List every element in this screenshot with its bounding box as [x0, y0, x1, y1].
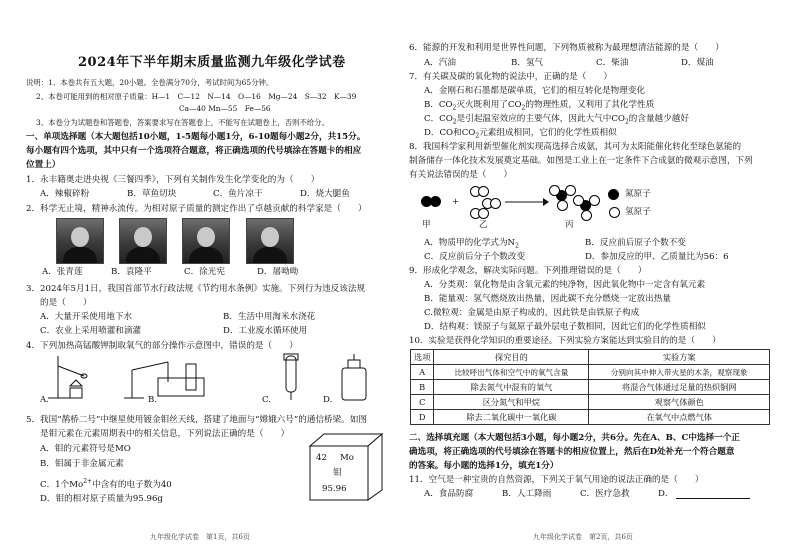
q7-option-a: A．金刚石和石墨都是碳单质，它们的相互转化是物理变化	[424, 86, 646, 96]
note-3: 3、本卷分为试题卷和答题卷，答案要求写在答题卷上，不能写在试题卷上，否则不给分。	[36, 118, 329, 127]
q11-option-d: D．	[658, 489, 674, 499]
hydrogen-atom-icon	[589, 195, 600, 206]
hydrogen-atom-icon	[565, 185, 576, 196]
q3-option-a: A．大量开采使用地下水	[40, 312, 133, 322]
apparatus-a-icon	[48, 356, 87, 398]
q9-option-b: B．能量观：氢气燃烧放出热量，因此碳不充分燃烧一定放出热量	[424, 294, 671, 304]
apparatus-c-icon	[284, 354, 298, 400]
element-number: 42	[316, 453, 327, 463]
q6-option-b: B．氢气	[511, 58, 544, 68]
question-2: 2．科学无止境，精神永流传。为相对原子质量的测定作出了卓越贡献的科学家是（ ）	[26, 204, 367, 214]
table-cell-plan: 在氧气中点燃气体	[589, 410, 770, 425]
table-row	[411, 395, 770, 410]
q7-option-b: B．$CO_2$灭火既利用了$CO_2$的物理性质，又利用了其化学性质	[424, 100, 655, 112]
table-cell-goal: 除去二氧化碳中一氧化碳	[434, 410, 589, 425]
footer-left: 九年级化学试卷 第1页，共6页	[150, 533, 250, 541]
label-bing: 丙	[565, 220, 574, 230]
table-cell-option: C	[411, 395, 434, 410]
q8-option-a: A．物质甲的化学式为$N_2$	[424, 238, 519, 250]
reaction-arrow-icon	[505, 196, 549, 208]
q9-option-d: D．结构观：镁原子与氦原子最外层电子数相同，因此它们的化学性质相似	[424, 322, 706, 332]
q11-answer-blank[interactable]	[676, 498, 750, 499]
question-7: 7．有关碳及碳的氧化物的说法中，正确的是（ ）	[409, 72, 613, 82]
q5-option-c: C．1个$Mo^{2+}$中含有的电子数为40	[40, 478, 172, 490]
nitrogen-atom-icon	[430, 196, 441, 207]
legend-hydrogen-icon	[609, 207, 620, 218]
portrait-zhang-qinglian	[56, 218, 104, 264]
question-4: 4．下列加热高锰酸钾制取氧气的部分操作示意图中，错误的是（ ）	[26, 341, 298, 351]
hydrogen-atom-icon	[549, 185, 560, 196]
table-cell-plan: 观察气体颜色	[589, 395, 770, 410]
question-1: 1．永丰籍奥走进央视《三餐四季》，下列有关制作发生化学变化的为（ ）	[26, 175, 320, 185]
table-cell-option: A	[411, 365, 434, 380]
question-11: 11．空气是一种宝贵的自然资源，下列关于氧气用途的说法正确的是（ ）	[409, 475, 704, 485]
q3-option-c: C．农业上采用喷灌和滴灌	[40, 326, 142, 336]
hydrogen-atom-icon	[478, 186, 489, 197]
legend-hydrogen-label: 氢原子	[625, 207, 651, 217]
question-10: 10．实验是获得化学知识的重要途径。下列实验方案能达到实验目的的是（ ）	[409, 336, 721, 346]
q4-apparatus-figures	[40, 352, 400, 406]
hydrogen-atom-icon	[573, 195, 584, 206]
note-2b: Ca—40 Mn—55 Fe—56	[179, 104, 271, 113]
table-cell-option: D	[411, 410, 434, 425]
label-yi: 乙	[479, 220, 488, 230]
q5-option-d: D．钼的相对原子质量为95.96g	[40, 494, 163, 504]
table-cell-goal: 除去氮气中混有的氧气	[434, 380, 589, 395]
hydrogen-atom-icon	[581, 210, 592, 221]
element-mass: 95.96	[322, 484, 347, 494]
section-2-heading-3: 的答案。每小题的选择1分，填充1分）	[409, 461, 559, 471]
q5-option-b: B．钼属于非金属元素	[40, 459, 124, 469]
question-6: 6．能源的开发和利用是世界性问题，下列物质被称为最理想清洁能源的是（ ）	[409, 43, 724, 53]
q2-option-b: B．袁隆平	[111, 267, 152, 277]
table-header-plan: 实验方案	[589, 350, 770, 365]
table-row	[411, 410, 770, 425]
element-name: 钼	[333, 468, 342, 478]
q8-option-c: C．反应前后分子个数改变	[424, 252, 526, 262]
question-3-cont: 的是（ ）	[40, 298, 92, 308]
hydrogen-atom-icon	[490, 198, 501, 209]
table-cell-goal: 区分氮气和甲烷	[434, 395, 589, 410]
section-2-heading: 二、选择填充题（本大题包括3小题，每小题2分，共6分。先在A、B、C中选择一个正	[409, 433, 740, 443]
experiment-table	[410, 349, 770, 425]
q1-option-a: A．辣椒碎粉	[40, 189, 90, 199]
apparatus-d-icon	[342, 354, 366, 400]
table-cell-plan: 分别向其中伸入带火星的木条，观察现象	[589, 365, 770, 380]
q2-option-d: D．屠呦呦	[257, 267, 299, 277]
table-cell-plan: 将混合气体通过足量的热炽铜网	[589, 380, 770, 395]
legend-nitrogen-icon	[608, 189, 619, 200]
q6-option-c: C．柴油	[596, 58, 629, 68]
q6-option-a: A．汽油	[424, 58, 456, 68]
legend-nitrogen-label: 氮原子	[625, 189, 651, 199]
q1-option-c: C．鱼片凉干	[213, 189, 263, 199]
footer-right: 九年级化学试卷 第2页，共6页	[533, 533, 633, 541]
question-3: 3．2024年5月1日，我国首部节水行政法规《节约用水条例》实施。下列行为违反该法规	[26, 284, 366, 294]
table-row	[411, 365, 770, 380]
table-cell-goal: 比较呼出气体和空气中的氧气含量	[434, 365, 589, 380]
q11-option-c: C．医疗急救	[580, 489, 630, 499]
page-title: 2024年下半年期末质量监测九年级化学试卷	[78, 55, 346, 70]
q2-option-a: A．张青莲	[42, 267, 83, 277]
portrait-yuan-longping	[119, 218, 167, 264]
q4-option-a: A.	[40, 395, 49, 405]
question-5: 5．我国“鹊桥二号”中继星使用镀金钼丝天线，搭建了地面与“嫦娥六号”的通信桥梁。如图	[26, 415, 368, 425]
question-8: 8．我国科学家利用新型催化剂实现高选择合成氨，其可为太阳能催化转化至绿色氨能的	[409, 142, 742, 152]
apparatus-b-icon	[124, 362, 204, 398]
q11-option-b: B．人工降雨	[502, 489, 552, 499]
element-symbol: Mo	[340, 453, 354, 463]
table-header-goal: 探究目的	[434, 350, 589, 365]
q7-option-c: C．$CO_2$是引起温室效应的主要气体，因此大气中$CO_2$的含量越少越好	[424, 114, 689, 126]
label-jia: 甲	[422, 220, 431, 230]
q4-option-b: B.	[148, 395, 158, 405]
q5-option-a: A．钼的元素符号是MO	[40, 444, 131, 454]
table-header-row	[411, 350, 770, 365]
q1-option-b: B．草鱼切块	[127, 189, 177, 199]
section-2-heading-2: 确选项，将正确选项的代号填涂在答题卡的相应位置上，然后在D处补充一个符合题意	[409, 447, 735, 457]
q3-option-d: D．工业废水循环使用	[223, 326, 308, 336]
question-8-cont-2: 有关说法错误的是（ ）	[409, 170, 513, 180]
q7-option-d: D．CO和$CO_2$元素组成相同，它们的化学性质相似	[424, 128, 617, 140]
question-8-cont: 制备储存一体化技术发展奠定基础。如图是工业上在一定条件下合成氨的微观示意图，下列	[409, 156, 753, 166]
section-1-heading-2: 每小题有四个选项，其中只有一个选项符合题意，将正确选项的代号填涂在答题卡的相应	[26, 146, 362, 156]
note-1: 说明：1、本卷共有五大题，20小题。全卷满分70分，考试时间为65分钟。	[26, 78, 274, 87]
q8-option-b: B．反应前后原子个数不变	[585, 238, 686, 248]
q9-option-a: A．分类观：氧化物是由含氧元素的纯净物，因此氧化物中一定含有氧元素	[424, 280, 706, 290]
q11-option-a: A．食品防腐	[424, 489, 474, 499]
table-row	[411, 380, 770, 395]
table-header-option: 选项	[411, 350, 434, 365]
hydrogen-atom-icon	[557, 200, 568, 211]
q2-option-c: C．徐光宪	[184, 267, 225, 277]
q3-option-b: B．生活中用淘米水浇花	[223, 312, 316, 322]
q1-option-d: D．烧大腿鱼	[300, 189, 350, 199]
note-2: 2、本卷可能用到的相对原子质量：H—1 C—12 N—14 O—16 Mg—24 S—32 K—39	[36, 92, 357, 101]
q8-option-d: D．参加反应的甲、乙质量比为56：6	[585, 252, 729, 262]
section-1-heading-3: 位置上）	[26, 160, 61, 170]
table-cell-option: B	[411, 380, 434, 395]
portrait-xu-guangxian	[182, 218, 230, 264]
question-9: 9．形成化学观念，解决实际问题。下列推理错误的是（ ）	[409, 266, 647, 276]
q9-option-c: C.微粒观：金属是由原子构成的，因此铁是由铁原子构成	[424, 308, 640, 318]
portrait-tu-youyou	[246, 218, 294, 264]
q4-option-d: D.	[323, 395, 333, 405]
plus-sign: +	[452, 197, 460, 207]
section-1-heading: 一、单项选择题（本大题包括10小题，1-5题每小题1分，6-10题每小题2分，共15分。	[26, 132, 366, 142]
q4-option-c: C.	[262, 395, 272, 405]
question-5-cont: 是钼元素在元素周期表中的相关信息，下列说法正确的是（ ）	[40, 429, 290, 439]
q6-option-d: D．煤油	[681, 58, 714, 68]
hydrogen-atom-icon	[478, 208, 489, 219]
